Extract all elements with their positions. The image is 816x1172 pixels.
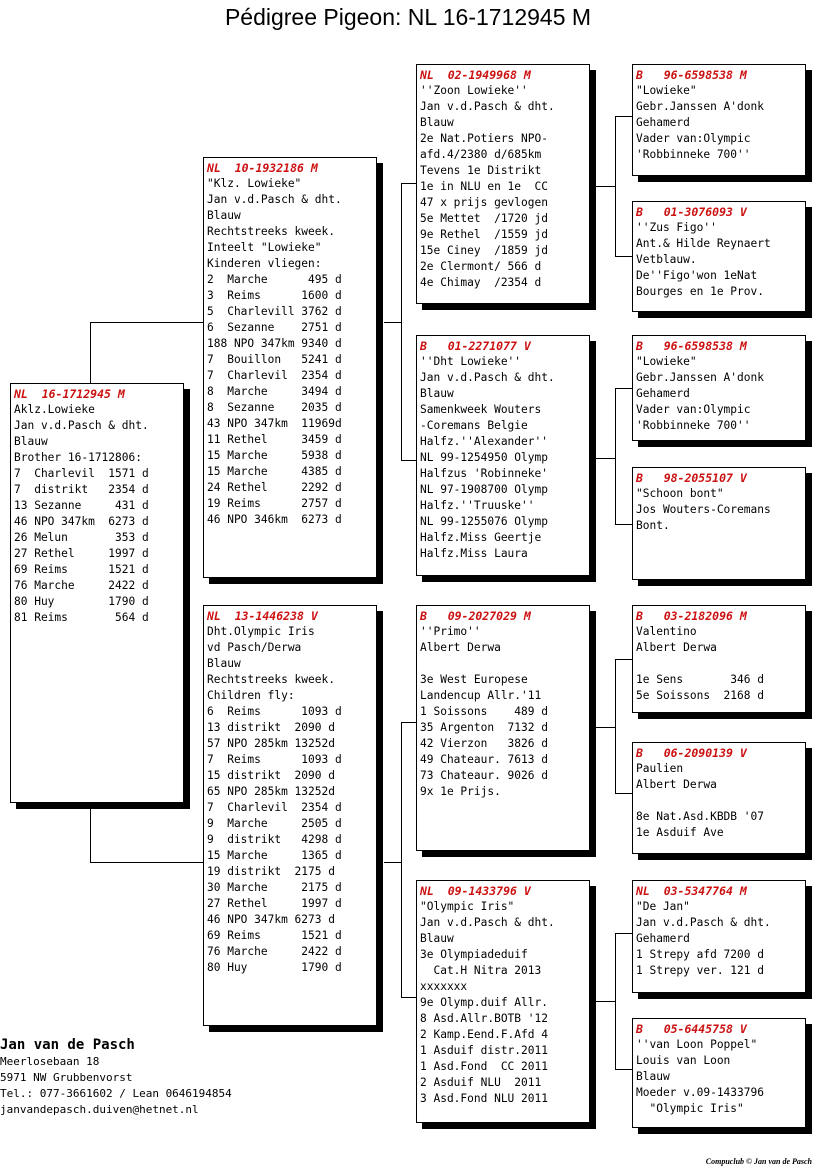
pedigree-line: 3 Asd.Fond NLU 2011 xyxy=(420,1092,548,1105)
connector-line xyxy=(90,808,91,863)
connector-line xyxy=(90,862,204,863)
pedigree-line: 2 Kamp.Eend.F.Afd 4 xyxy=(420,1028,548,1041)
pedigree-line: Vader van:Olympic xyxy=(636,132,751,145)
pedigree-line: 1 Strepy afd 7200 d xyxy=(636,948,764,961)
pedigree-line: 13 distrikt 2090 d xyxy=(207,721,335,734)
pedigree-line: 7 Charlevil 2354 d xyxy=(207,369,342,382)
pedigree-line: 2 Marche 495 d xyxy=(207,273,342,286)
pedigree-line: Halfz.Miss Geertje xyxy=(420,531,542,544)
page-title: Pédigree Pigeon: NL 16-1712945 M xyxy=(224,4,592,30)
pedigree-line: Gebr.Janssen A'donk xyxy=(636,371,764,384)
pedigree-line: 9x 1e Prijs. xyxy=(420,785,501,798)
pedigree-line: 5e Mettet /1720 jd xyxy=(420,212,548,225)
pedigree-line: 73 Chateaur. 9026 d xyxy=(420,769,548,782)
pedigree-line: De''Figo'won 1eNat xyxy=(636,269,758,282)
pedigree-line: Moeder v.09-1433796 xyxy=(636,1086,764,1099)
pedigree-line: Blauw xyxy=(636,1070,670,1083)
ring-number: NL 09-1433796 V xyxy=(420,884,531,898)
dam-dam-dam-card xyxy=(632,1018,806,1128)
pedigree-line: 1 Asduif distr.2011 xyxy=(420,1044,548,1057)
pedigree-line: 5e Soissons 2168 d xyxy=(636,689,764,702)
pedigree-line: Inteelt "Lowieke" xyxy=(207,241,322,254)
pedigree-line: 46 NPO 347km 6273 d xyxy=(207,913,335,926)
pedigree-line: 188 NPO 347km 9340 d xyxy=(207,337,342,350)
ring-number: B 01-2271077 V xyxy=(420,339,531,353)
pedigree-line: 7 Bouillon 5241 d xyxy=(207,353,342,366)
pedigree-line: Ant.& Hilde Reynaert xyxy=(636,237,771,250)
ring-number: B 01-3076093 V xyxy=(636,205,747,219)
ring-number: NL 10-1932186 M xyxy=(207,161,318,175)
connector-line xyxy=(384,322,401,323)
pedigree-line: Kinderen vliegen: xyxy=(207,257,322,270)
owner-address: Meerlosebaan 18 xyxy=(0,1055,100,1068)
connector-line xyxy=(615,659,616,794)
pedigree-line: 8e Nat.Asd.KBDB '07 xyxy=(636,810,764,823)
pedigree-line: Gebr.Janssen A'donk xyxy=(636,100,764,113)
pedigree-line: 6 Sezanne 2751 d xyxy=(207,321,342,334)
pedigree-line: 8 Asd.Allr.BOTB '12 xyxy=(420,1012,548,1025)
pedigree-line: 9e Rethel /1559 jd xyxy=(420,228,548,241)
pedigree-line: NL 99-1255076 Olymp xyxy=(420,515,548,528)
pedigree-line: Halfzus 'Robinneke' xyxy=(420,467,548,480)
pedigree-line: 8 Marche 3494 d xyxy=(207,385,342,398)
pedigree-line: 76 Marche 2422 d xyxy=(14,579,149,592)
pedigree-line: 3e West Europese xyxy=(420,673,528,686)
ring-number: B 98-2055107 V xyxy=(636,471,747,485)
pedigree-line: Blauw xyxy=(207,657,241,670)
pedigree-line: Bourges en 1e Prov. xyxy=(636,285,764,298)
pedigree-line xyxy=(420,656,586,672)
pedigree-line: 80 Huy 1790 d xyxy=(207,961,342,974)
pedigree-line: Gehamerd xyxy=(636,932,690,945)
ring-number: B 09-2027029 M xyxy=(420,609,531,623)
pedigree-line: 2e Nat.Potiers NPO- xyxy=(420,132,548,145)
pedigree-line: 46 NPO 347km 6273 d xyxy=(14,515,149,528)
pedigree-line: 57 NPO 285km 13252d xyxy=(207,737,335,750)
pedigree-line: "Klz. Lowieke" xyxy=(207,177,302,190)
pedigree-line: 27 Rethel 1997 d xyxy=(207,897,342,910)
pedigree-line: 19 Reims 2757 d xyxy=(207,497,342,510)
pedigree-line: 4e Chimay /2354 d xyxy=(420,276,542,289)
dam-dam-sire-card xyxy=(632,880,806,993)
pedigree-line: Halfz.''Alexander'' xyxy=(420,435,548,448)
subject-card xyxy=(10,383,184,803)
owner-name: Jan van de Pasch xyxy=(0,1037,135,1053)
connector-line xyxy=(615,933,632,934)
pedigree-line: 15 distrikt 2090 d xyxy=(207,769,335,782)
pedigree-line: 19 distrikt 2175 d xyxy=(207,865,335,878)
dam-sire-card xyxy=(416,605,590,851)
pedigree-line: Jan v.d.Pasch & dht. xyxy=(420,100,555,113)
pedigree-line: Cat.H Nitra 2013 xyxy=(420,964,542,977)
pedigree-line: 1e Asduif Ave xyxy=(636,826,724,839)
pedigree-line: Blauw xyxy=(420,387,454,400)
pedigree-line: 49 Chateaur. 7613 d xyxy=(420,753,548,766)
connector-line xyxy=(615,388,632,389)
pedigree-line: Gehamerd xyxy=(636,116,690,129)
pedigree-line: 7 distrikt 2354 d xyxy=(14,483,149,496)
pedigree-line: 9 Marche 2505 d xyxy=(207,817,342,830)
pedigree-line: 42 Vierzon 3826 d xyxy=(420,737,548,750)
ring-number: B 06-2090139 V xyxy=(636,746,747,760)
connector-line xyxy=(384,862,401,863)
credit: Compuclub © Jan van de Pasch xyxy=(705,1157,812,1166)
sire-sire-sire-card xyxy=(632,64,806,176)
connector-line xyxy=(615,256,632,257)
ring-number: NL 16-1712945 M xyxy=(14,387,125,401)
pedigree-line: Paulien xyxy=(636,762,684,775)
pedigree-line: Jan v.d.Pasch & dht. xyxy=(420,371,555,384)
pedigree-line: Valentino xyxy=(636,625,697,638)
pedigree-line: ''Zoon Lowieke'' xyxy=(420,84,528,97)
pedigree-line: Blauw xyxy=(420,116,454,129)
connector-line xyxy=(90,322,91,384)
pedigree-line: Tevens 1e Distrikt xyxy=(420,164,542,177)
pedigree-line: Halfz.''Truuske'' xyxy=(420,499,535,512)
pedigree-line: 'Robbinneke 700'' xyxy=(636,148,751,161)
pedigree-line: "Lowieke" xyxy=(636,355,697,368)
connector-line xyxy=(615,524,632,525)
pedigree-line: Dht.Olympic Iris xyxy=(207,625,315,638)
pedigree-line: 13 Sezanne 431 d xyxy=(14,499,149,512)
owner-email: janvandepasch.duiven@hetnet.nl xyxy=(0,1103,199,1116)
sire-card xyxy=(203,157,377,578)
connector-line xyxy=(401,722,402,998)
connector-line xyxy=(401,460,417,461)
pedigree-line: Rechtstreeks kweek. xyxy=(207,673,335,686)
pedigree-line: 8 Sezanne 2035 d xyxy=(207,401,342,414)
pedigree-line: 11 Rethel 3459 d xyxy=(207,433,342,446)
pedigree-line: 24 Rethel 2292 d xyxy=(207,481,342,494)
pedigree-line: 65 NPO 285km 13252d xyxy=(207,785,335,798)
pedigree-line: Jan v.d.Pasch & dht. xyxy=(14,419,149,432)
pedigree-line: ''Primo'' xyxy=(420,625,481,638)
ring-number: NL 03-5347764 M xyxy=(636,884,747,898)
pedigree-line: Vetblauw. xyxy=(636,253,697,266)
connector-line xyxy=(401,183,417,184)
pedigree-line: 15 Marche 4385 d xyxy=(207,465,342,478)
sire-dam-sire-card xyxy=(632,335,806,441)
ring-number: NL 02-1949968 M xyxy=(420,68,531,82)
pedigree-line: 69 Reims 1521 d xyxy=(14,563,149,576)
connector-line xyxy=(590,1001,615,1002)
pedigree-line: "Schoon bont" xyxy=(636,487,724,500)
connector-line xyxy=(615,793,632,794)
ring-number: B 05-6445758 V xyxy=(636,1022,747,1036)
pedigree-line: 2e Clermont/ 566 d xyxy=(420,260,542,273)
pedigree-line: 1e in NLU en 1e CC xyxy=(420,180,548,193)
dam-dam-card xyxy=(416,880,590,1123)
pedigree-line: Jan v.d.Pasch & dht. xyxy=(207,193,342,206)
ring-number: B 03-2182096 M xyxy=(636,609,747,623)
pedigree-line: Jos Wouters-Coremans xyxy=(636,503,771,516)
sire-dam-card xyxy=(416,335,590,576)
connector-line xyxy=(90,322,204,323)
pedigree-line: 7 Charlevil 2354 d xyxy=(207,801,342,814)
pedigree-line: ''van Loon Poppel" xyxy=(636,1038,758,1051)
pedigree-line: Brother 16-1712806: xyxy=(14,451,142,464)
pedigree-line: -Coremans Belgie xyxy=(420,419,528,432)
pedigree-line: 9 distrikt 4298 d xyxy=(207,833,342,846)
pedigree-line: Bont. xyxy=(636,519,670,532)
pedigree-line: Gehamerd xyxy=(636,387,690,400)
pedigree-line: 81 Reims 564 d xyxy=(14,611,149,624)
sire-sire-dam-card xyxy=(632,201,806,312)
pedigree-line: 1 Strepy ver. 121 d xyxy=(636,964,764,977)
pedigree-line: Aklz.Lowieke xyxy=(14,403,95,416)
pedigree-line: 15 Marche 5938 d xyxy=(207,449,342,462)
connector-line xyxy=(590,458,615,459)
connector-line xyxy=(401,722,417,723)
dam-card xyxy=(203,605,377,1026)
connector-line xyxy=(615,388,616,525)
pedigree-line: "Lowieke" xyxy=(636,84,697,97)
connector-line xyxy=(401,997,417,998)
pedigree-line: Jan v.d.Pasch & dht. xyxy=(636,916,771,929)
pedigree-line: Landencup Allr.'11 xyxy=(420,689,542,702)
connector-line xyxy=(615,116,632,117)
dam-sire-sire-card xyxy=(632,605,806,713)
pedigree-line: Louis van Loon xyxy=(636,1054,731,1067)
ring-number: NL 13-1446238 V xyxy=(207,609,318,623)
pedigree-line xyxy=(636,656,802,672)
pedigree-line: 15 Marche 1365 d xyxy=(207,849,342,862)
pedigree-line: NL 99-1254950 Olymp xyxy=(420,451,548,464)
connector-line xyxy=(615,1069,632,1070)
pedigree-line: 46 NPO 346km 6273 d xyxy=(207,513,342,526)
pedigree-line: 6 Reims 1093 d xyxy=(207,705,342,718)
pedigree-line: 5 Charlevill 3762 d xyxy=(207,305,342,318)
pedigree-line: Albert Derwa xyxy=(420,641,501,654)
pedigree-line: 1 Asd.Fond CC 2011 xyxy=(420,1060,548,1073)
pedigree-line: "Olympic Iris" xyxy=(636,1102,744,1115)
pedigree-line: 80 Huy 1790 d xyxy=(14,595,149,608)
pedigree-line: ''Dht Lowieke'' xyxy=(420,355,522,368)
pedigree-line: NL 97-1908700 Olymp xyxy=(420,483,548,496)
pedigree-line: ''Zus Figo'' xyxy=(636,221,717,234)
pedigree-line xyxy=(636,793,802,809)
sire-sire-card xyxy=(416,64,590,304)
pedigree-line: 35 Argenton 7132 d xyxy=(420,721,548,734)
pedigree-line: 27 Rethel 1997 d xyxy=(14,547,149,560)
pedigree-line: 47 x prijs gevlogen xyxy=(420,196,548,209)
connector-line xyxy=(615,933,616,1070)
pedigree-line: 'Robbinneke 700'' xyxy=(636,419,751,432)
pedigree-line: 30 Marche 2175 d xyxy=(207,881,342,894)
pedigree-line: Jan v.d.Pasch & dht. xyxy=(420,916,555,929)
pedigree-line: Albert Derwa xyxy=(636,641,717,654)
connector-line xyxy=(615,116,616,257)
pedigree-line: Blauw xyxy=(420,932,454,945)
pedigree-line: Children fly: xyxy=(207,689,295,702)
owner-postcode: 5971 NW Grubbenvorst xyxy=(0,1071,133,1084)
sire-dam-dam-card xyxy=(632,467,806,580)
pedigree-line: Blauw xyxy=(207,209,241,222)
pedigree-line: 7 Reims 1093 d xyxy=(207,753,342,766)
connector-line xyxy=(590,186,615,187)
owner-phone: Tel.: 077-3661602 / Lean 0646194854 xyxy=(0,1087,232,1100)
pedigree-line: 2 Asduif NLU 2011 xyxy=(420,1076,542,1089)
connector-line xyxy=(590,727,615,728)
pedigree-line: 1e Sens 346 d xyxy=(636,673,764,686)
pedigree-line: "De Jan" xyxy=(636,900,690,913)
pedigree-line: 43 NPO 347km 11969d xyxy=(207,417,342,430)
owner-block xyxy=(0,1036,232,1118)
connector-line xyxy=(615,659,632,660)
dam-sire-dam-card xyxy=(632,742,806,854)
pedigree-line: 1 Soissons 489 d xyxy=(420,705,548,718)
pedigree-line: 15e Ciney /1859 jd xyxy=(420,244,548,257)
pedigree-line: 7 Charlevil 1571 d xyxy=(14,467,149,480)
pedigree-line: afd.4/2380 d/685km xyxy=(420,148,542,161)
pedigree-line: 3e Olympiadeduif xyxy=(420,948,528,961)
pedigree-line: "Olympic Iris" xyxy=(420,900,515,913)
pedigree-line: Samenkweek Wouters xyxy=(420,403,542,416)
pedigree-line: Albert Derwa xyxy=(636,778,717,791)
pedigree-line: 9e Olymp.duif Allr. xyxy=(420,996,548,1009)
pedigree-line: 76 Marche 2422 d xyxy=(207,945,342,958)
ring-number: B 96-6598538 M xyxy=(636,339,747,353)
pedigree-line: Vader van:Olympic xyxy=(636,403,751,416)
ring-number: B 96-6598538 M xyxy=(636,68,747,82)
pedigree-line: Rechtstreeks kweek. xyxy=(207,225,335,238)
pedigree-line: 3 Reims 1600 d xyxy=(207,289,342,302)
connector-line xyxy=(401,183,402,461)
pedigree-line: Blauw xyxy=(14,435,48,448)
pedigree-line: vd Pasch/Derwa xyxy=(207,641,302,654)
pedigree-line: 26 Melun 353 d xyxy=(14,531,149,544)
pedigree-line: xxxxxxx xyxy=(420,980,468,993)
pedigree-line: Halfz.Miss Laura xyxy=(420,547,528,560)
pedigree-line: 69 Reims 1521 d xyxy=(207,929,342,942)
